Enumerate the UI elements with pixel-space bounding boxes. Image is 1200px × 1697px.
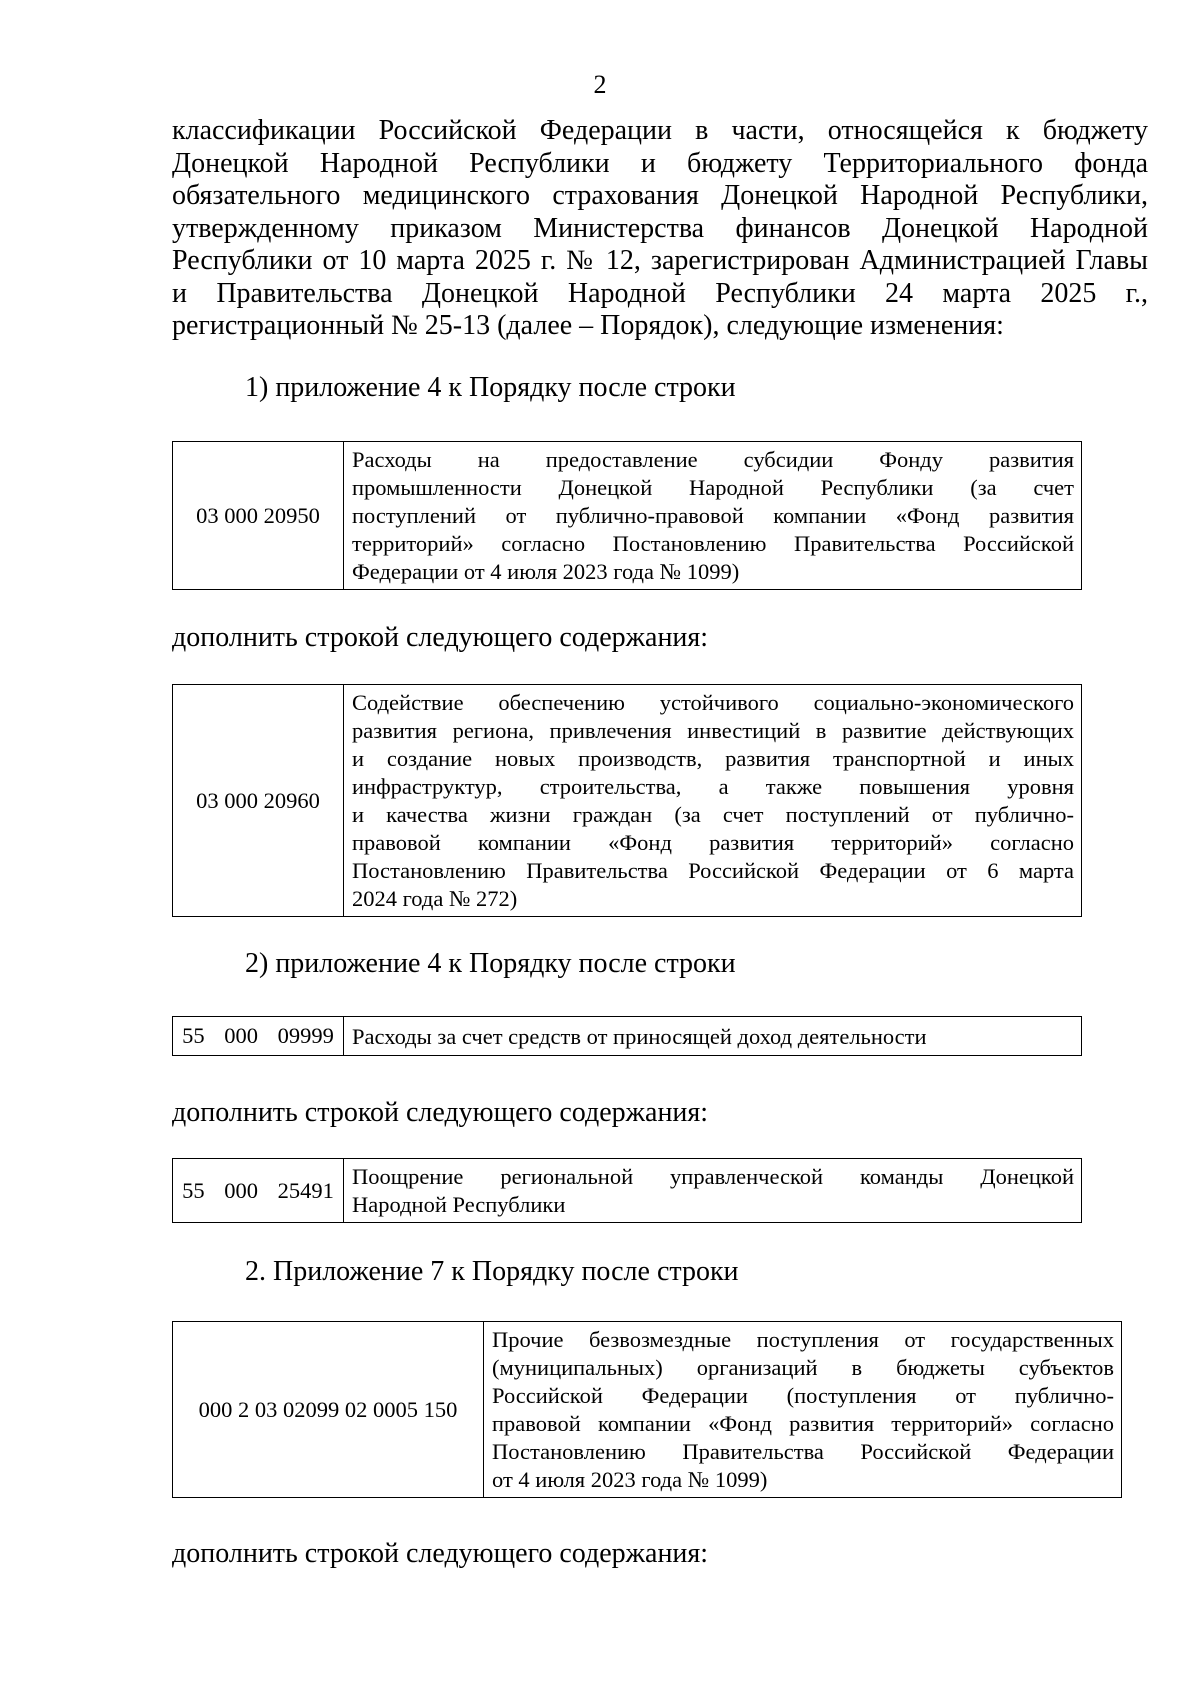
intro-paragraph xyxy=(172,115,1148,343)
description-line: Народной Республики xyxy=(352,1192,566,1217)
section1-add-text: дополнить строкой следующего содержания: xyxy=(172,622,709,653)
code-cell: 000 2 03 02099 02 0005 150 xyxy=(173,1322,484,1498)
intro-line: классификации Российской Федерации в части, относящейся к бюджету xyxy=(172,115,1148,146)
description-line: Прочие безвозмездные поступления от государственных xyxy=(492,1327,1114,1352)
code-text: 55 000 25491 xyxy=(182,1177,334,1203)
description-line: Постановлению Правительства Российской Федерации от 6 марта xyxy=(352,858,1074,883)
code-cell: 03 000 20950 xyxy=(173,442,344,590)
description-line: и создание новых производств, развития транспортной и иных xyxy=(352,746,1074,771)
description-line: правовой компании «Фонд развития территорий» согласно xyxy=(352,830,1074,855)
section3-add-text: дополнить строкой следующего содержания: xyxy=(172,1538,709,1569)
description-cell xyxy=(344,442,1082,590)
description-line: правовой компании «Фонд развития территорий» согласно xyxy=(492,1411,1114,1436)
description-line: Содействие обеспечению устойчивого социально-экономического xyxy=(352,690,1074,715)
description-line: и качества жизни граждан (за счет поступлений от публично- xyxy=(352,802,1074,827)
description-line: Постановлению Правительства Российской Федерации xyxy=(492,1439,1114,1464)
code-cell: 03 000 20960 xyxy=(173,685,344,917)
description-line: Расходы за счет средств от приносящей доход деятельности xyxy=(352,1023,927,1049)
code-cell xyxy=(173,1159,344,1223)
description-line: Расходы на предоставление субсидии Фонду развития xyxy=(352,447,1074,472)
description-line: территорий» согласно Постановлению Правительства Российской xyxy=(352,531,1074,556)
description-cell xyxy=(344,685,1082,917)
description-line: Российской Федерации (поступления от публично- xyxy=(492,1383,1114,1408)
section2-table-before xyxy=(172,1016,1082,1056)
section1-table-new xyxy=(172,684,1082,917)
description-cell xyxy=(484,1322,1122,1498)
section1-heading: 1) приложение 4 к Порядку после строки xyxy=(245,372,736,403)
section2-heading: 2) приложение 4 к Порядку после строки xyxy=(245,948,736,979)
description-cell xyxy=(344,1159,1082,1223)
intro-line: и Правительства Донецкой Народной Республики 24 марта 2025 г., xyxy=(172,277,1148,309)
intro-line: обязательного медицинского страхования Донецкой Народной Республики, xyxy=(172,180,1148,211)
intro-line: Республики от 10 марта 2025 г. № 12, зарегистрирован Администрацией Главы xyxy=(172,245,1148,276)
section2-table-new xyxy=(172,1158,1082,1223)
code-text: 55 000 09999 xyxy=(182,1023,334,1048)
description-line: Поощрение региональной управленческой команды Донецкой xyxy=(352,1164,1074,1189)
section3-heading: 2. Приложение 7 к Порядку после строки xyxy=(245,1256,739,1287)
description-line: промышленности Донецкой Народной Республики (за счет xyxy=(352,475,1074,500)
section2-add-text: дополнить строкой следующего содержания: xyxy=(172,1097,709,1128)
intro-line: утвержденному приказом Министерства финансов Донецкой Народной xyxy=(172,212,1148,244)
description-line: развития региона, привлечения инвестиций в развитие действующих xyxy=(352,718,1074,743)
description-line: Федерации от 4 июля 2023 года № 1099) xyxy=(352,559,740,584)
section3-table-before xyxy=(172,1321,1122,1498)
intro-line: Донецкой Народной Республики и бюджету Территориального фонда xyxy=(172,147,1148,179)
description-cell xyxy=(344,1017,1082,1056)
page-number: 2 xyxy=(593,70,607,99)
code-cell xyxy=(173,1017,344,1056)
intro-line: регистрационный № 25-13 (далее – Порядок), следующие изменения: xyxy=(172,310,1004,341)
description-line: поступлений от публично-правовой компании «Фонд развития xyxy=(352,503,1074,528)
description-line: инфраструктур, строительства, а также повышения уровня xyxy=(352,774,1074,799)
description-line: от 4 июля 2023 года № 1099) xyxy=(492,1467,768,1492)
description-line: 2024 года № 272) xyxy=(352,886,518,911)
section1-table-before xyxy=(172,441,1082,590)
description-line: (муниципальных) организаций в бюджеты субъектов xyxy=(492,1355,1114,1380)
